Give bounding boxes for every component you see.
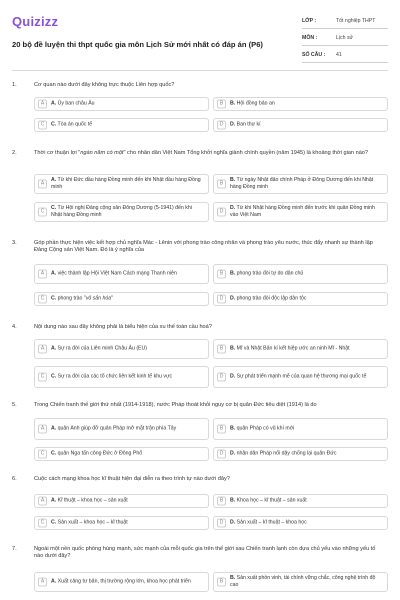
worksheet-title: 20 bộ đề luyện thi thpt quốc gia môn Lịch Sử mới nhất có đáp án (P6) xyxy=(12,40,263,49)
question-number: 3. xyxy=(12,240,17,246)
option-text: Từ Hội nghị Đảng cộng sản Đông Dương (5-1941) đến khi Nhật hàng Đồng minh xyxy=(51,205,192,218)
option-b[interactable] xyxy=(213,572,388,592)
worksheet-header xyxy=(12,10,388,66)
option-letter-box: D xyxy=(217,295,226,304)
option-a[interactable] xyxy=(34,494,209,508)
option-text: nhân dân Pháp nổi dậy chống lại quân Đức xyxy=(236,450,337,457)
quizizz-logo: Quizizz xyxy=(12,14,59,29)
option-letter-box: C xyxy=(38,121,47,130)
option-label: D. xyxy=(230,373,236,380)
option-label: A. xyxy=(51,270,57,277)
option-letter-box: D xyxy=(217,208,226,217)
option-label: D. xyxy=(230,121,236,128)
option-label: A. xyxy=(51,100,57,107)
option-text: Sự ra đời của các tổ chức liên kết kinh tế khu vực xyxy=(57,373,173,380)
option-text: Sản xuất – kĩ thuật – khoa học xyxy=(236,519,307,526)
option-label: D. xyxy=(230,519,236,526)
option-text: Sự ra đời của Liên minh Châu Âu (EU) xyxy=(57,345,147,352)
option-label: B. xyxy=(230,497,236,504)
option-letter-box: B xyxy=(217,425,226,434)
option-letter-box: C xyxy=(38,295,47,304)
option-text: phong trào đòi độc lập dân tộc xyxy=(236,295,307,302)
option-letter-box: B xyxy=(217,345,226,354)
option-text: Ban thư kí xyxy=(236,121,261,128)
option-d[interactable] xyxy=(213,366,388,388)
option-letter-box: A xyxy=(38,497,47,506)
option-d[interactable] xyxy=(213,118,388,132)
option-letter-box: C xyxy=(38,208,47,217)
option-text: Từ khi Nhật hàng Đồng minh đến trước khi quân Đồng minh vào Việt Nam xyxy=(230,205,375,218)
question-text: Nội dung nào sau đây không phải là biểu hiện của xu thế toàn cầu hoá? xyxy=(34,324,212,330)
option-a[interactable] xyxy=(34,339,209,359)
option-label: C. xyxy=(51,205,57,212)
option-label: B. xyxy=(230,345,236,352)
option-letter-box: A xyxy=(38,100,47,109)
option-text: quân Nga tấn công Đức ở Đông Phổ xyxy=(57,450,143,457)
option-text: việc thành lập Hội Việt Nam Cách mạng Thanh niên xyxy=(57,270,177,277)
meta-key: SỐ CÂU : xyxy=(302,52,326,58)
question-number: 4. xyxy=(12,324,17,330)
question-text: Ngoài một nền quốc phòng hùng mạnh, sức mạnh của mỗi quốc gia trên thế giới sau Chiến tranh lạnh còn dựa chủ yếu vào những yếu tố nào dưới đây? xyxy=(34,546,376,560)
option-label: B. xyxy=(230,425,236,432)
question-number: 5. xyxy=(12,402,17,408)
option-letter-box: C xyxy=(38,373,47,382)
question-number: 2. xyxy=(12,150,17,156)
option-letter-box: B xyxy=(217,100,226,109)
option-b[interactable] xyxy=(213,174,388,194)
option-b[interactable] xyxy=(213,494,388,508)
option-label: A. xyxy=(51,578,57,585)
option-text: Kĩ thuật – khoa học – sản xuất xyxy=(57,497,128,504)
option-text: Khoa học – kĩ thuật – sản xuất xyxy=(236,497,307,504)
option-d[interactable] xyxy=(213,202,388,222)
option-c[interactable] xyxy=(34,366,209,388)
option-label: C. xyxy=(51,519,57,526)
option-label: D. xyxy=(230,205,236,212)
option-label: B. xyxy=(230,270,236,277)
option-letter-box: D xyxy=(217,373,226,382)
option-b[interactable] xyxy=(213,339,388,359)
option-c[interactable] xyxy=(34,516,209,530)
italic-phrase: ngàn năm có một xyxy=(80,150,124,156)
option-d[interactable] xyxy=(213,447,388,461)
meta-value: Lịch sử xyxy=(336,35,354,41)
option-label: D. xyxy=(230,450,236,457)
option-label: B. xyxy=(230,177,236,184)
option-label: D. xyxy=(230,295,236,302)
option-letter-box: D xyxy=(217,519,226,528)
option-text: Hội đồng bảo an xyxy=(236,100,275,107)
option-b[interactable] xyxy=(213,264,388,284)
question-number: 7. xyxy=(12,546,17,552)
header-divider xyxy=(12,70,388,71)
option-a[interactable] xyxy=(34,97,209,111)
option-text: quân Pháp có vũ khí mới xyxy=(236,425,295,432)
option-letter-box: A xyxy=(38,270,47,279)
meta-row-count xyxy=(302,46,388,63)
option-letter-box: D xyxy=(217,121,226,130)
meta-value: 41 xyxy=(336,52,342,58)
italic-phrase: vô sản hóa xyxy=(85,295,112,302)
question-number: 1. xyxy=(12,82,17,88)
meta-row-class xyxy=(302,12,388,29)
option-label: C. xyxy=(51,295,57,302)
option-letter-box: B xyxy=(217,180,226,189)
option-a[interactable] xyxy=(34,572,209,592)
option-letter-box: B xyxy=(217,270,226,279)
option-label: A. xyxy=(51,425,57,432)
option-c[interactable] xyxy=(34,118,209,132)
option-b[interactable] xyxy=(213,418,388,440)
option-c[interactable]: C C. phong trào "vô sản hóa" xyxy=(34,292,209,306)
option-letter-box: A xyxy=(38,425,47,434)
option-text: phong trào đòi tự do dân chủ xyxy=(236,270,304,277)
option-text: Từ ngày Nhật đảo chính Pháp ở Đông Dương đến khi Nhật hàng Đồng minh xyxy=(230,177,374,190)
option-label: A. xyxy=(51,345,57,352)
option-label: A. xyxy=(51,177,57,184)
option-c[interactable] xyxy=(34,447,209,461)
option-label: C. xyxy=(51,450,57,457)
question-text: Thời cơ thuận lợi "ngàn năm có một" cho nhân dân Việt Nam Tổng khởi nghĩa giành chính quyền (năm 1945) là khoảng thời gian nào? xyxy=(34,150,369,156)
meta-value: Tốt nghiệp THPT xyxy=(336,18,376,24)
option-a[interactable] xyxy=(34,174,209,194)
option-text: Xuất cảng tư bản, thị trường rộng lớn, khoa học phát triển xyxy=(57,578,191,585)
meta-key: LỚP : xyxy=(302,18,317,24)
option-letter-box: B xyxy=(217,578,226,587)
option-c[interactable] xyxy=(34,202,209,222)
option-label: C. xyxy=(51,373,57,380)
question-text: Cơ quan nào dưới đây không trực thuộc Liên hợp quốc? xyxy=(34,82,175,88)
option-letter-box: A xyxy=(38,578,47,587)
option-b[interactable] xyxy=(213,97,388,111)
option-text: Sản xuất phồn vinh, tài chính vững chắc, công nghệ trình độ cao xyxy=(230,575,376,588)
option-letter-box: D xyxy=(217,450,226,459)
meta-row-subject xyxy=(302,29,388,46)
option-a[interactable] xyxy=(34,418,209,440)
option-letter-box: C xyxy=(38,519,47,528)
option-d[interactable] xyxy=(213,516,388,530)
option-text: Sự phát triển mạnh mẽ của quan hệ thương mại quốc tế xyxy=(236,373,367,380)
question-number: 6. xyxy=(12,476,17,482)
option-text: Sản xuất – khoa học – kĩ thuật xyxy=(57,519,128,526)
meta-key: MÔN : xyxy=(302,35,318,41)
option-letter-box: A xyxy=(38,180,47,189)
option-text: Tòa án quốc tế xyxy=(57,121,93,128)
option-letter-box: B xyxy=(217,497,226,506)
option-a[interactable] xyxy=(34,264,209,284)
meta-table xyxy=(302,12,388,63)
option-text: Từ khi Đức đầu hàng Đồng minh đến khi Nhật đầu hàng Đồng minh xyxy=(51,177,201,190)
option-text: Ủy ban châu Âu xyxy=(57,100,95,107)
option-label: B. xyxy=(230,575,236,582)
question-text: Góp phần thực hiện việc kết hợp chủ nghĩa Mác - Lênin với phong trào công nhân và phong trào yêu nước, thúc đẩy nhanh sự thành lập Đảng Cộng sản Việt Nam. Đó là ý nghĩa của xyxy=(34,240,373,254)
option-label: C. xyxy=(51,121,57,128)
question-text: Trong Chiến tranh thế giới thứ nhất (1914-1918), nước Pháp thoát khỏi nguy cơ bị quân Đức tiêu diệt (1914) là do xyxy=(34,402,317,408)
option-text: quân Anh giúp đỡ quân Pháp mở mặt trận phía Tây xyxy=(57,425,177,432)
option-letter-box: C xyxy=(38,450,47,459)
question-text: Cuộc cách mạng khoa học kĩ thuật hiện đại diễn ra theo trình tự nào dưới đây? xyxy=(34,476,230,482)
option-letter-box: A xyxy=(38,345,47,354)
option-d[interactable] xyxy=(213,292,388,306)
option-label: A. xyxy=(51,497,57,504)
option-label: B. xyxy=(230,100,236,107)
option-text: Mĩ và Nhật Bản kí kết hiệp ước an ninh Mĩ - Nhật xyxy=(236,345,350,352)
